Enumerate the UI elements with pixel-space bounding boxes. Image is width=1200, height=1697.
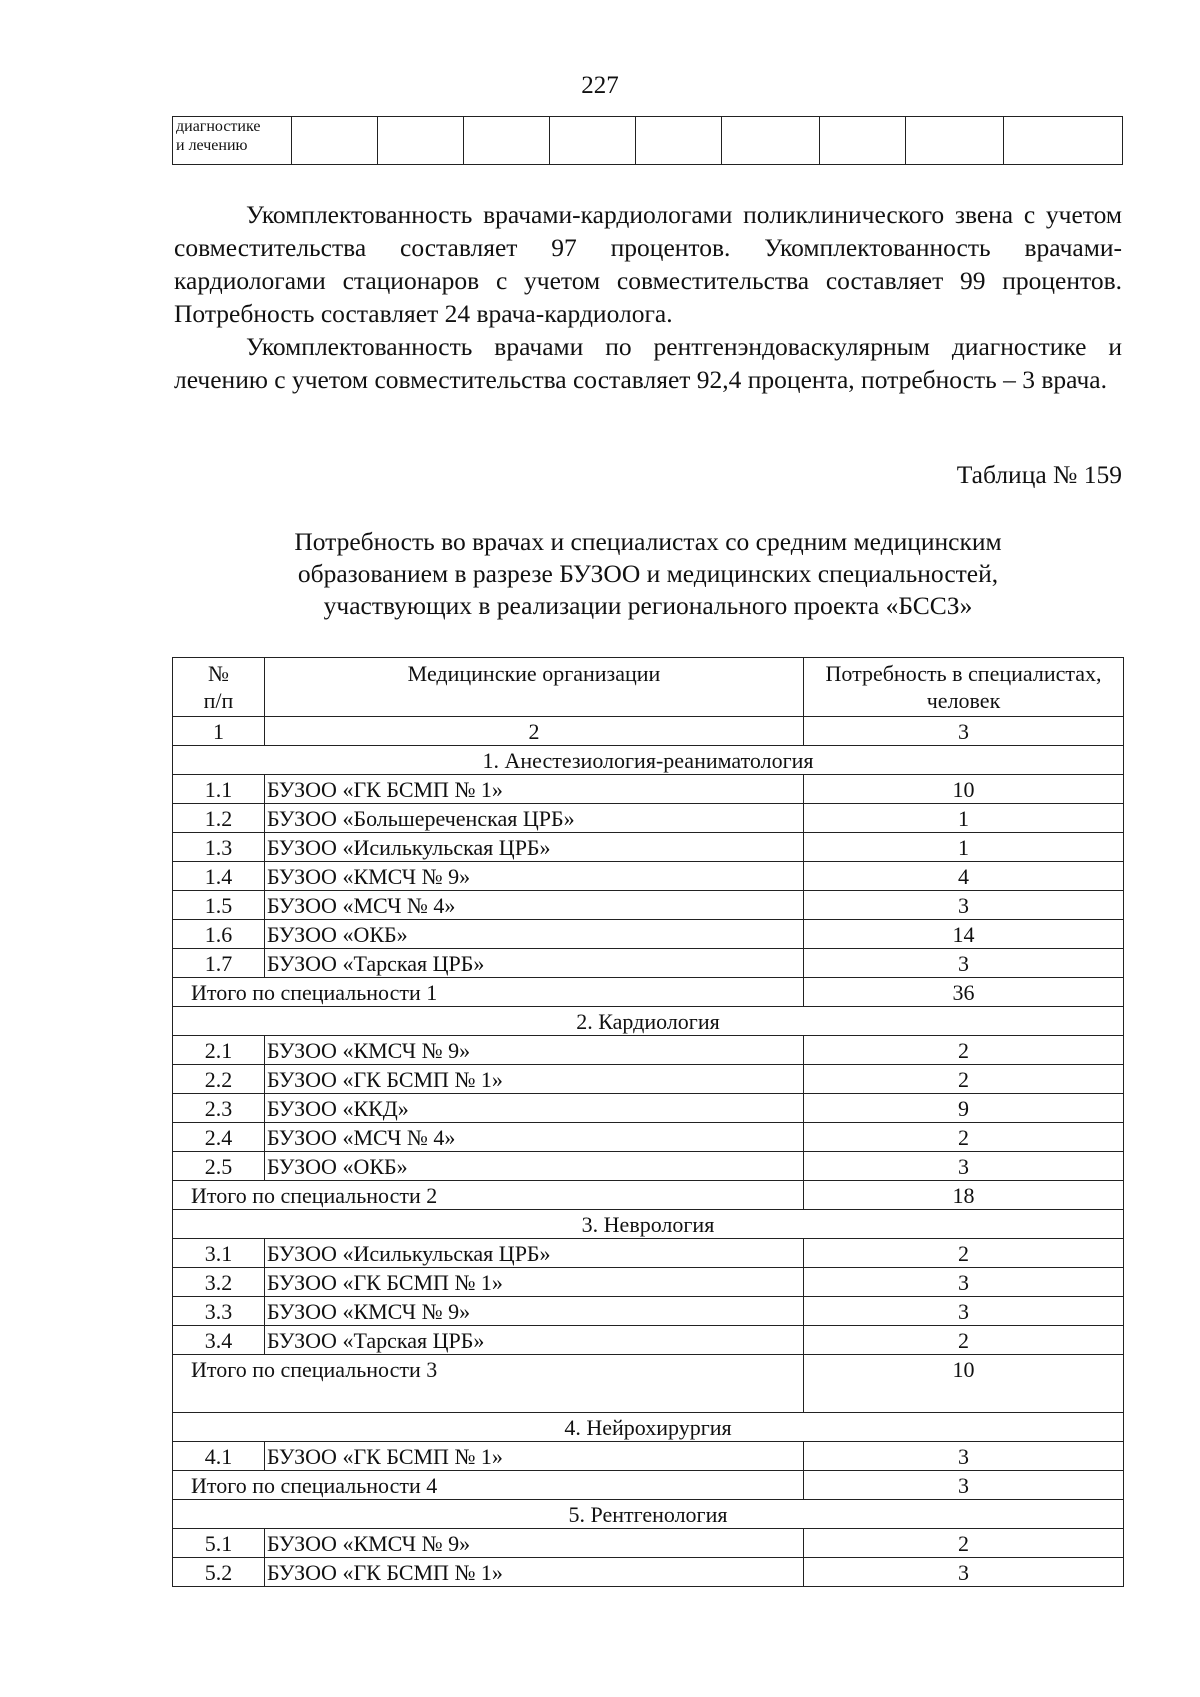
table-title-line-2: образованием в разрезе БУЗОО и медицинских специальностей, (297, 559, 999, 588)
paragraph-cardiologists: Укомплектованность врачами-кардиологами поликлинического звена с учетом совместительства составляет 97 процентов. Укомплектованность врачами-кардиологами стационаров с учетом совместительства составляет 99 процентов. Потребность составляет 24 врача-кардиолога. (174, 200, 1122, 328)
fragment-line-1: диагностике (176, 118, 261, 135)
header-need: Потребность в специалистах, человек (804, 658, 1124, 717)
table-row: 1.2 БУЗОО «Большереченская ЦРБ» 1 (173, 804, 1124, 833)
table-title-line-3: участвующих в реализации регионального проекта «БССЗ» (323, 591, 973, 620)
table-row: 1.6 БУЗОО «ОКБ» 14 (173, 920, 1124, 949)
table-row: 3.1 БУЗОО «Исилькульская ЦРБ» 2 (173, 1239, 1124, 1268)
table-row: 2.4 БУЗОО «МСЧ № 4» 2 (173, 1123, 1124, 1152)
table-title-line-1: Потребность во врачах и специалистах со средним медицинским (294, 527, 1002, 556)
header-num: № п/п (173, 658, 265, 717)
header-org: Медицинские организации (265, 658, 804, 717)
table-row: 3.3 БУЗОО «КМСЧ № 9» 3 (173, 1297, 1124, 1326)
previous-table-fragment (172, 116, 1123, 165)
column-index-row: 1 2 3 (173, 717, 1124, 746)
total-row: Итого по специальности 4 3 (173, 1471, 1124, 1500)
table-row: 2.3 БУЗОО «ККД» 9 (173, 1094, 1124, 1123)
fragment-cell (173, 117, 292, 165)
total-row: Итого по специальности 2 18 (173, 1181, 1124, 1210)
table-title (174, 526, 1122, 622)
table-row: 1.1 БУЗОО «ГК БСМП № 1» 10 (173, 775, 1124, 804)
total-row: Итого по специальности 1 36 (173, 978, 1124, 1007)
section-row: 4. Нейрохирургия (173, 1413, 1124, 1442)
section-row: 3. Неврология (173, 1210, 1124, 1239)
table-row: 1.4 БУЗОО «КМСЧ № 9» 4 (173, 862, 1124, 891)
table-row: 3.2 БУЗОО «ГК БСМП № 1» 3 (173, 1268, 1124, 1297)
table-row: 1.7 БУЗОО «Тарская ЦРБ» 3 (173, 949, 1124, 978)
table-row: 1.5 БУЗОО «МСЧ № 4» 3 (173, 891, 1124, 920)
section-row: 1. Анестезиология-реаниматология (173, 746, 1124, 775)
page-number: 227 (581, 72, 619, 99)
section-row: 2. Кардиология (173, 1007, 1124, 1036)
table-row: 5.1 БУЗОО «КМСЧ № 9» 2 (173, 1529, 1124, 1558)
table-row: 2.5 БУЗОО «ОКБ» 3 (173, 1152, 1124, 1181)
needs-table (172, 657, 1124, 1587)
table-row: 3.4 БУЗОО «Тарская ЦРБ» 2 (173, 1326, 1124, 1355)
table-row: 1.3 БУЗОО «Исилькульская ЦРБ» 1 (173, 833, 1124, 862)
table-row: 2.1 БУЗОО «КМСЧ № 9» 2 (173, 1036, 1124, 1065)
table-label: Таблица № 159 (956, 460, 1122, 489)
table-row: 4.1 БУЗОО «ГК БСМП № 1» 3 (173, 1442, 1124, 1471)
fragment-line-2: и лечению (176, 137, 248, 154)
table-row: 5.2 БУЗОО «ГК БСМП № 1» 3 (173, 1558, 1124, 1587)
total-row: Итого по специальности 3 10 (173, 1355, 1124, 1413)
table-row: 2.2 БУЗОО «ГК БСМП № 1» 2 (173, 1065, 1124, 1094)
header-row (173, 658, 1124, 717)
section-row: 5. Рентгенология (173, 1500, 1124, 1529)
paragraph-endovascular: Укомплектованность врачами по рентгенэндоваскулярным диагностике и лечению с учетом совместительства составляет 92,4 процента, потребность – 3 врача. (174, 332, 1122, 394)
